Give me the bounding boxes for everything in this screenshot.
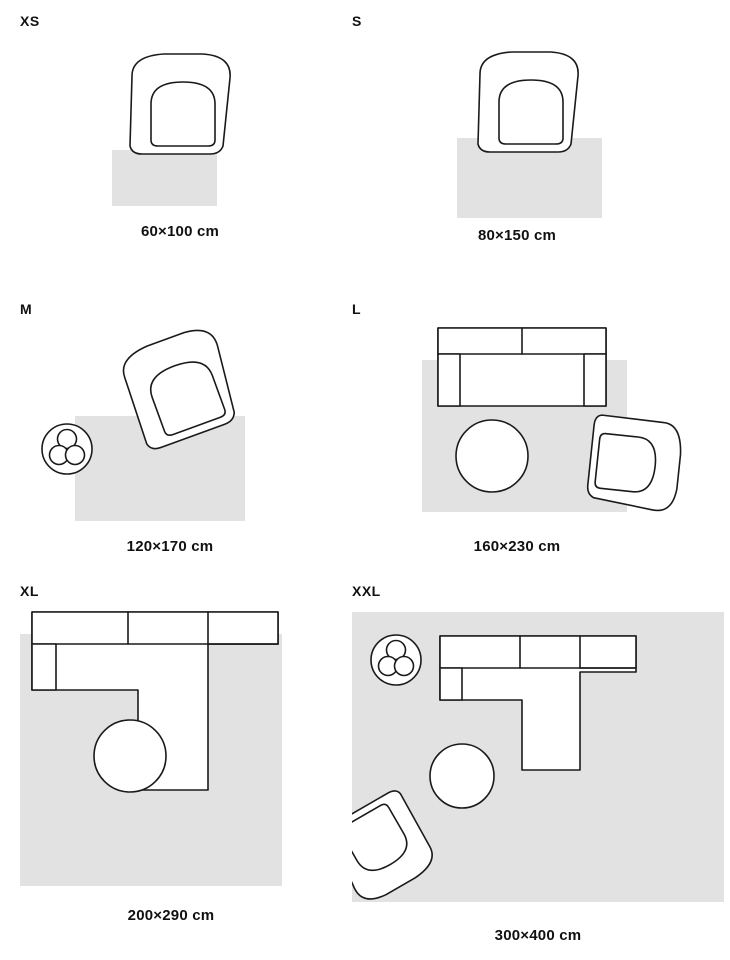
sofa-arm-left xyxy=(438,354,460,406)
size-cell-l xyxy=(352,302,692,562)
size-cell-m xyxy=(20,302,340,562)
dimension-m: 120×170 cm xyxy=(126,538,214,555)
coffee-table xyxy=(94,720,166,792)
side-table-group xyxy=(42,424,92,474)
size-label-xs: XS xyxy=(20,13,40,29)
diagram-svg-xl xyxy=(20,598,340,898)
diagram-svg-xxl xyxy=(352,598,724,918)
corner-sofa-arm-left xyxy=(32,644,56,690)
armchair-cushion xyxy=(499,80,563,144)
dimension-xxl: 300×400 cm xyxy=(494,927,582,944)
side-table-group xyxy=(371,635,421,685)
size-cell-xl xyxy=(20,584,340,954)
size-label-m: M xyxy=(20,301,33,317)
diagram-xl xyxy=(20,598,340,923)
corner-sofa-back xyxy=(440,636,636,668)
coffee-table xyxy=(456,420,528,492)
diagram-svg-xs xyxy=(20,28,340,218)
armchair-group xyxy=(586,414,684,512)
dimension-l: 160×230 cm xyxy=(473,538,561,555)
size-label-l: L xyxy=(352,301,362,317)
diagram-svg-m xyxy=(20,316,340,531)
diagram-m xyxy=(20,316,340,554)
size-label-xl: XL xyxy=(20,583,39,599)
corner-sofa-back xyxy=(32,612,278,644)
armchair-cushion xyxy=(151,82,215,146)
dimension-xs: 60×100 cm xyxy=(140,223,220,240)
size-cell-xs xyxy=(20,14,340,264)
diagram-xxl xyxy=(352,598,724,943)
side-table-petal-right xyxy=(66,446,85,465)
coffee-table xyxy=(430,744,494,808)
corner-sofa-arm-left xyxy=(440,668,462,700)
diagram-l xyxy=(352,316,692,554)
dimension-xl: 200×290 cm xyxy=(127,907,215,924)
side-table-petal-right xyxy=(395,657,414,676)
sofa-group xyxy=(438,328,606,406)
sofa-arm-right xyxy=(584,354,606,406)
armchair-cushion xyxy=(595,433,658,494)
diagram-svg-l xyxy=(352,316,692,531)
diagram-svg-s xyxy=(352,28,682,218)
rug-shape xyxy=(112,150,217,206)
diagram-xs xyxy=(20,28,340,239)
diagram-s xyxy=(352,28,682,243)
dimension-s: 80×150 cm xyxy=(477,227,557,244)
size-label-xxl: XXL xyxy=(352,583,381,599)
size-label-s: S xyxy=(352,13,362,29)
size-cell-s xyxy=(352,14,682,264)
size-cell-xxl xyxy=(352,584,724,954)
